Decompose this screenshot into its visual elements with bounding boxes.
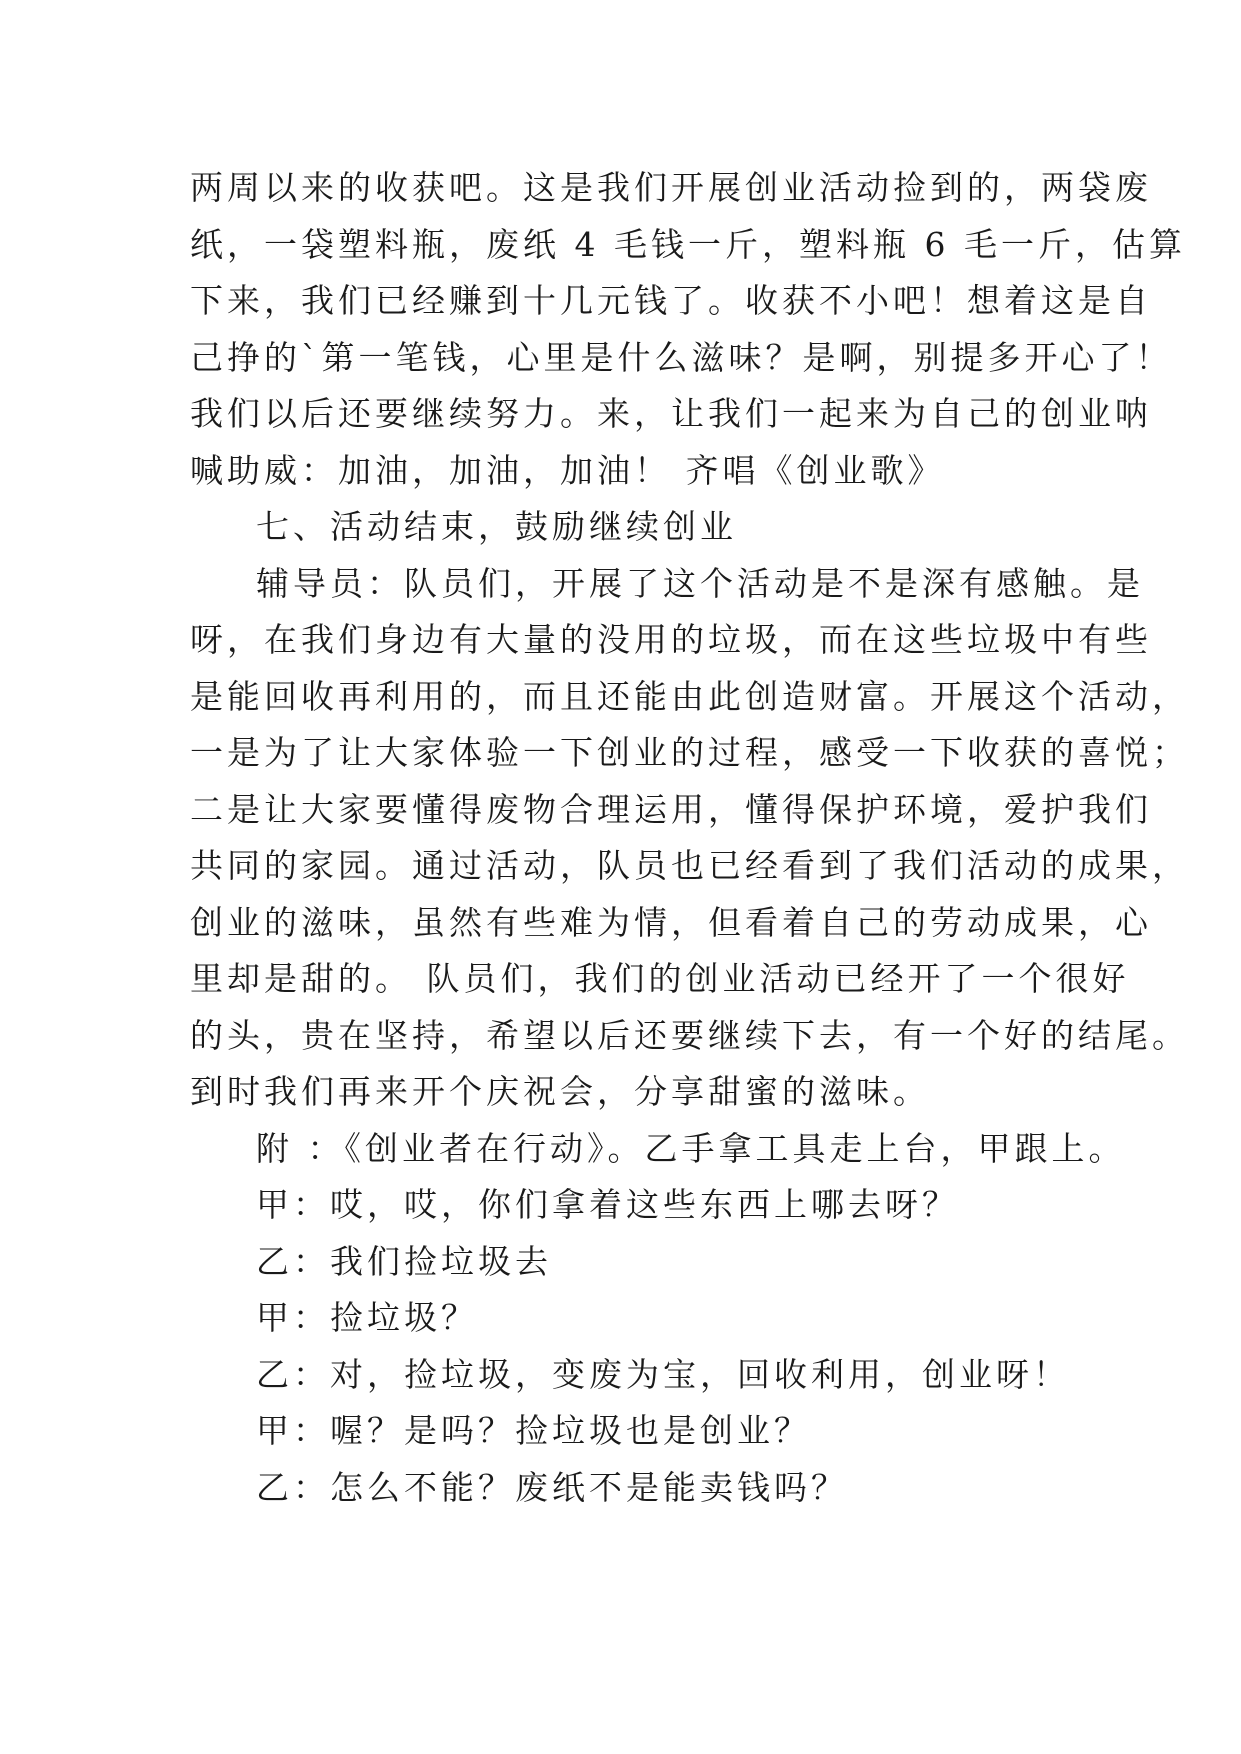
text-line: 辅导员：队员们，开展了这个活动是不是深有感触。是 [256,563,1144,603]
text-line: 我们以后还要继续努力。来，让我们一起来为自己的创业呐 [190,394,1152,433]
text-line: 下来，我们已经赚到十几元钱了。收获不小吧！想着这是自 [190,281,1152,320]
dialogue-line: 甲：哎，哎，你们拿着这些东西上哪去呀？ [256,1185,959,1224]
document-body [190,160,1189,1516]
text-line: 二是让大家要懂得废物合理运用，懂得保护环境，爱护我们 [190,789,1152,829]
text-line: 是能回收再利用的，而且还能由此创造财富。开展这个活动， [190,676,1189,716]
dialogue-line: 甲：喔？是吗？捡垃圾也是创业？ [256,1411,811,1450]
dialogue-line: 乙：对，捡垃圾，变废为宝，回收利用，创业呀！ [256,1354,1070,1394]
text-line: 纸，一袋塑料瓶，废纸 4 毛钱一斤，塑料瓶 6 毛一斤，估算 [190,224,1186,264]
dialogue-line: 乙：我们捡垃圾去 [256,1241,552,1281]
dialogue-line: 乙：怎么不能？废纸不是能卖钱吗？ [256,1467,848,1507]
text-line: 一是为了让大家体验一下创业的过程，感受一下收获的喜悦； [190,733,1189,772]
text-line: 创业的滋味，虽然有些难为情，但看着自己的劳动成果，心 [190,902,1152,942]
text-line: 到时我们再来开个庆祝会，分享甜蜜的滋味。 [190,1072,930,1111]
text-line: 的头，贵在坚持，希望以后还要继续下去，有一个好的结尾。 [190,1015,1189,1055]
appendix-line: 附 ：《创业者在行动》。乙手拿工具走上台，甲跟上。 [256,1128,1126,1168]
text-line: 两周以来的收获吧。这是我们开展创业活动捡到的，两袋废 [190,168,1152,207]
text-line: 呀，在我们身边有大量的没用的垃圾，而在这些垃圾中有些 [190,620,1152,659]
text-line: 己挣的`第一笔钱，心里是什么滋味？是啊，别提多开心了！ [190,337,1173,377]
dialogue-line: 甲：捡垃圾？ [256,1298,478,1337]
text-line: 里却是甜的。 队员们，我们的创业活动已经开了一个很好 [190,959,1130,998]
text-line: 喊助威：加油，加油，加油！ 齐唱《创业歌》 [190,450,945,490]
section-heading: 七、活动结束，鼓励继续创业 [256,507,737,546]
text-line: 共同的家园。通过活动，队员也已经看到了我们活动的成果， [190,846,1189,885]
